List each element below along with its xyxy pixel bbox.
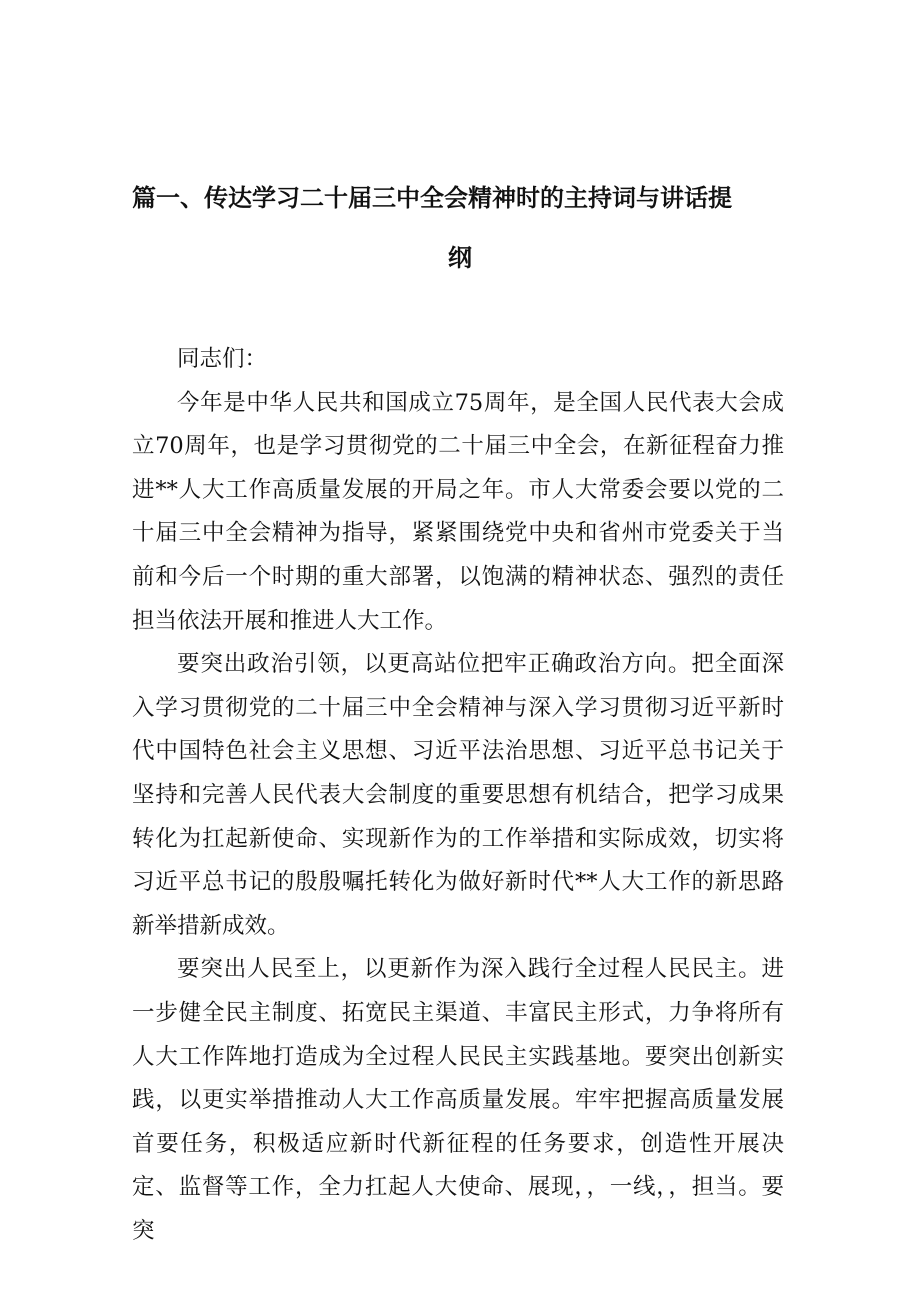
paragraph-2: 要突出政治引领，以更高站位把牢正确政治方向。把全面深入学习贯彻党的二十届三中全会精神与深入学习贯彻习近平新时代中国特色社会主义思想、习近平法治思想、习近平总书记关于坚持和完善人民代表大会制度的重要思想有机结合，把学习成果转化为扛起新使命、实现新作为的工作举措和实际成效，切实将习近平总书记的殷殷嘱托转化为做好新时代**人大工作的新思路新举措新成效。 <box>132 651 784 939</box>
document-title-line-1: 篇一、传达学习二十届三中全会精神时的主持词与讲话提 <box>132 184 732 212</box>
salutation: 同志们： <box>177 346 268 372</box>
document-title-line-2: 纲 <box>448 244 472 272</box>
document-body <box>132 338 784 1253</box>
paragraph-1: 今年是中华人民共和国成立75周年，是全国人民代表大会成立70周年，也是学习贯彻党的二十届三中全会，在新征程奋力推进**人大工作高质量发展的开局之年。市人大常委会要以党的二十届三中全会精神为指导，紧紧围绕党中央和省州市党委关于当前和今后一个时期的重大部署，以饱满的精神状态、强烈的责任担当依法开展和推进人大工作。 <box>132 389 784 634</box>
paragraph-3: 要突出人民至上，以更新作为深入践行全过程人民民主。进一步健全民主制度、拓宽民主渠道、丰富民主形式，力争将所有人大工作阵地打造成为全过程人民民主实践基地。要突出创新实践，以更实举措推动人大工作高质量发展。牢牢把握高质量发展首要任务，积极适应新时代新征程的任务要求，创造性开展决定、监督等工作，全力扛起人大使命、展现，，一线，，担当。要突 <box>132 956 784 1244</box>
